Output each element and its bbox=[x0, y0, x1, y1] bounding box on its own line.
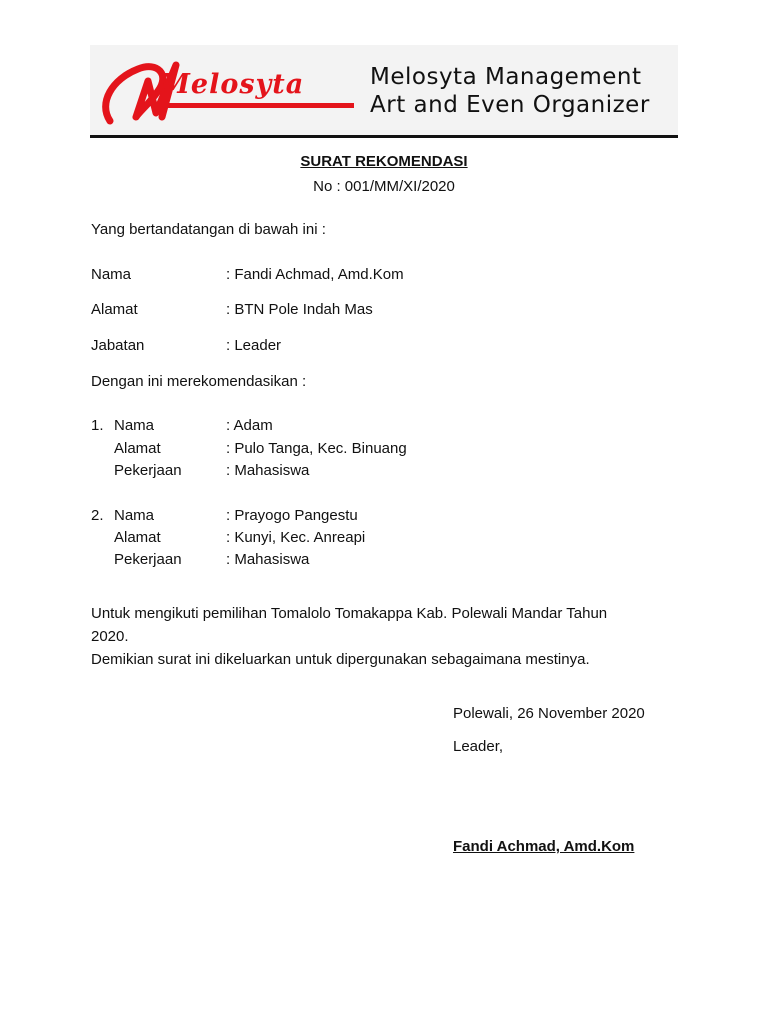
place-date: Polewali, 26 November 2020 bbox=[453, 705, 645, 722]
signatory-address-label: Alamat bbox=[91, 301, 138, 318]
signature-name: Fandi Achmad, Amd.Kom bbox=[453, 838, 635, 855]
signatory-position-label: Jabatan bbox=[91, 337, 145, 354]
person1-address-value: : Pulo Tanga, Kec. Binuang bbox=[226, 440, 407, 457]
company-line2: Art and Even Organizer bbox=[370, 92, 650, 118]
purpose-line2: 2020. bbox=[91, 628, 129, 645]
person2-job-label: Pekerjaan bbox=[114, 551, 182, 568]
list-item-number: 1. bbox=[91, 417, 104, 434]
recommend-intro: Dengan ini merekomendasikan : bbox=[91, 373, 307, 390]
company-name bbox=[370, 63, 650, 119]
signatory-position-value: : Leader bbox=[226, 337, 282, 354]
list-item-number: 2. bbox=[91, 507, 104, 524]
signatory-address-value: : BTN Pole Indah Mas bbox=[226, 301, 373, 318]
person2-name-value: : Prayogo Pangestu bbox=[226, 507, 358, 524]
person2-name-label: Nama bbox=[114, 507, 155, 524]
person2-address-value: : Kunyi, Kec. Anreapi bbox=[226, 529, 366, 546]
logo-wordmark: Melosyta bbox=[160, 69, 305, 100]
signature-role: Leader, bbox=[453, 738, 504, 755]
letter-number: No : 001/MM/XI/2020 bbox=[313, 178, 455, 195]
signatory-name-label: Nama bbox=[91, 266, 132, 283]
person1-job-label: Pekerjaan bbox=[114, 462, 182, 479]
person1-job-value: : Mahasiswa bbox=[226, 462, 310, 479]
company-line1: Melosyta Management bbox=[370, 64, 642, 90]
letterhead-divider bbox=[90, 135, 678, 138]
letterhead bbox=[90, 45, 678, 135]
person2-job-value: : Mahasiswa bbox=[226, 551, 310, 568]
letter-title: SURAT REKOMENDASI bbox=[300, 153, 468, 170]
closing-text: Demikian surat ini dikeluarkan untuk dipergunakan sebagaimana mestinya. bbox=[91, 651, 590, 668]
person2-address-label: Alamat bbox=[114, 529, 161, 546]
person1-name-label: Nama bbox=[114, 417, 155, 434]
person1-address-label: Alamat bbox=[114, 440, 161, 457]
signatory-name-value: : Fandi Achmad, Amd.Kom bbox=[226, 266, 404, 283]
person1-name-value: : Adam bbox=[226, 417, 273, 434]
intro-text: Yang bertandatangan di bawah ini : bbox=[91, 221, 326, 238]
purpose-line1: Untuk mengikuti pemilihan Tomalolo Tomakappa Kab. Polewali Mandar Tahun bbox=[91, 605, 608, 622]
